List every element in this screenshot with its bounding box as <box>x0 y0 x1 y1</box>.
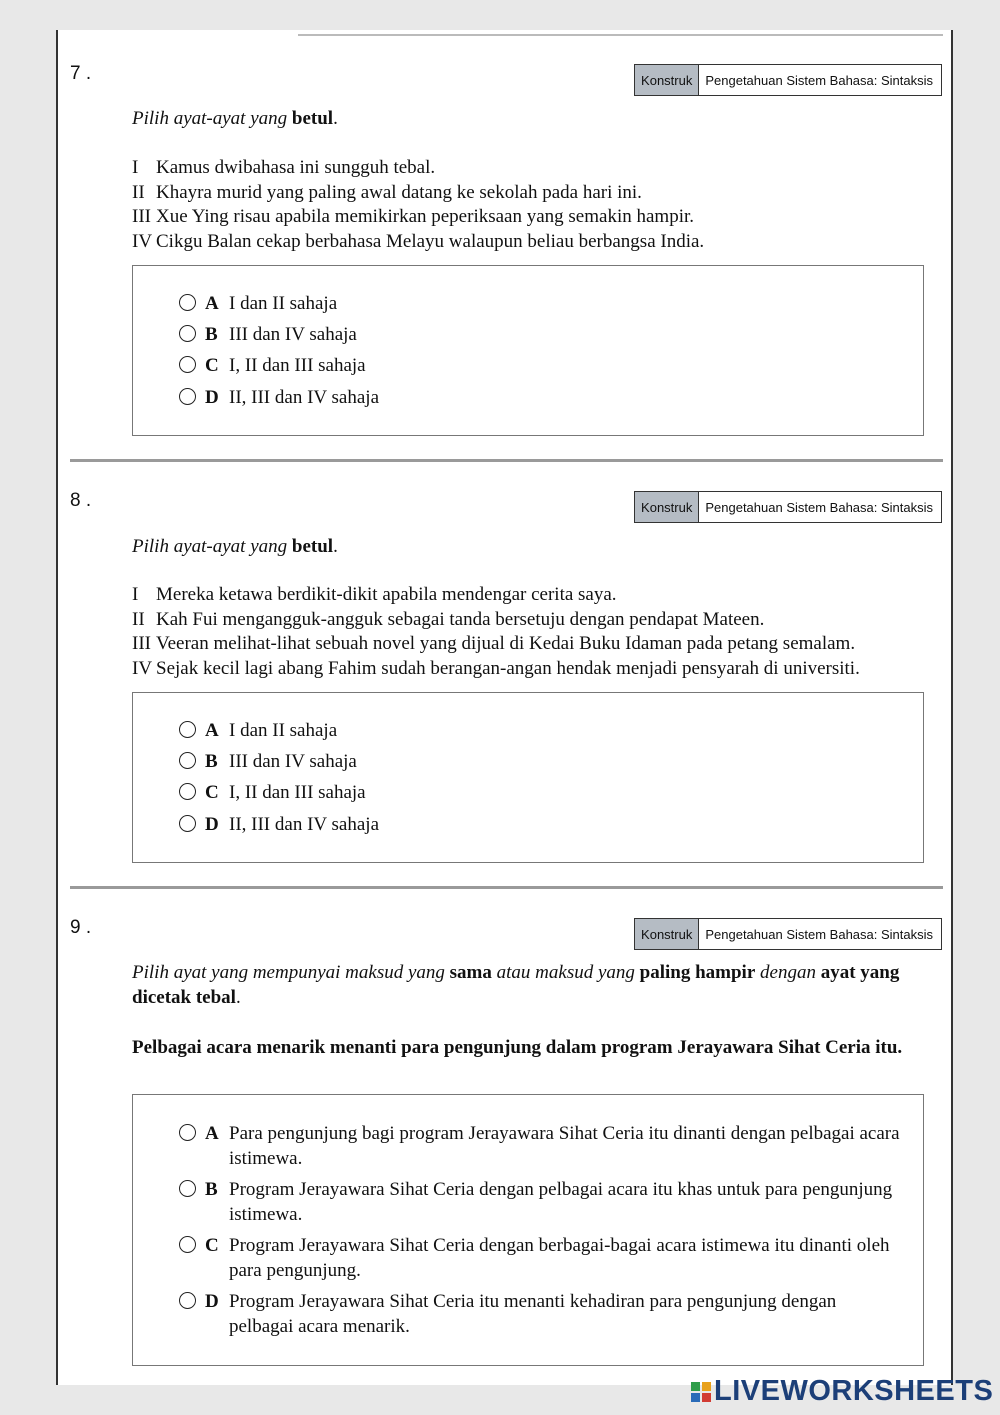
radio-button[interactable] <box>179 752 196 769</box>
option-b[interactable]: B III dan IV sahaja <box>179 322 903 347</box>
question-divider <box>70 886 943 889</box>
option-c[interactable]: C I, II dan III sahaja <box>179 353 903 378</box>
radio-button[interactable] <box>179 325 196 342</box>
option-a[interactable]: A Para pengunjung bagi program Jerayawara Sihat Ceria itu dinanti dengan pelbagai acara istimewa. <box>179 1121 903 1171</box>
option-c[interactable]: C Program Jerayawara Sihat Ceria dengan berbagai-bagai acara istimewa itu dinanti oleh para pengunjung. <box>179 1233 903 1283</box>
liveworksheets-grid-icon <box>690 1381 712 1403</box>
option-b[interactable]: B III dan IV sahaja <box>179 749 903 774</box>
question-9-number: 9 . <box>70 917 92 938</box>
construct-label: Konstruk <box>635 65 699 95</box>
statement: I Kamus dwibahasa ini sungguh tebal. <box>132 157 436 178</box>
option-b[interactable]: B Program Jerayawara Sihat Ceria dengan pelbagai acara itu khas untuk para pengunjung istimewa. <box>179 1177 903 1227</box>
statement: IV Sejak kecil lagi abang Fahim sudah berangan-angan hendak menjadi pensyarah di universiti. <box>132 657 860 679</box>
radio-button[interactable] <box>179 1180 196 1197</box>
option-d[interactable]: D II, III dan IV sahaja <box>179 385 903 410</box>
statement: I Mereka ketawa berdikit-dikit apabila mendengar cerita saya. <box>132 584 617 605</box>
radio-button[interactable] <box>179 388 196 405</box>
option-d[interactable]: D Program Jerayawara Sihat Ceria itu menanti kehadiran para pengunjung dengan pelbagai acara menarik. <box>179 1289 903 1339</box>
radio-button[interactable] <box>179 1236 196 1253</box>
radio-button[interactable] <box>179 721 196 738</box>
option-a[interactable]: A I dan II sahaja <box>179 291 903 316</box>
construct-label: Konstruk <box>635 919 699 949</box>
statement: IV Cikgu Balan cekap berbahasa Melayu walaupun beliau berbangsa India. <box>132 230 705 252</box>
question-9-construct-tag <box>634 918 942 950</box>
logo-text: LIVEWORKSHEETS <box>714 1375 994 1407</box>
question-8-statements <box>132 583 931 681</box>
construct-label: Konstruk <box>635 492 699 522</box>
question-8-instruction: Pilih ayat-ayat yang betul. <box>132 536 338 557</box>
question-divider <box>70 459 943 462</box>
construct-value: Pengetahuan Sistem Bahasa: Sintaksis <box>699 492 941 522</box>
question-9-options <box>132 1094 924 1366</box>
radio-button[interactable] <box>179 356 196 373</box>
radio-button[interactable] <box>179 1124 196 1141</box>
option-a[interactable]: A I dan II sahaja <box>179 718 903 743</box>
radio-button[interactable] <box>179 1292 196 1309</box>
top-divider <box>298 34 943 36</box>
radio-button[interactable] <box>179 294 196 311</box>
question-9-bold-sentence: Pelbagai acara menarik menanti para pengunjung dalam program Jerayawara Sihat Ceria itu. <box>132 1037 903 1058</box>
statement: III Xue Ying risau apabila memikirkan peperiksaan yang semakin hampir. <box>132 206 695 227</box>
question-7-options <box>132 265 924 436</box>
construct-value: Pengetahuan Sistem Bahasa: Sintaksis <box>699 65 941 95</box>
statement: II Kah Fui mengangguk-angguk sebagai tanda bersetuju dengan pendapat Mateen. <box>132 608 765 630</box>
question-8-construct-tag <box>634 491 942 523</box>
question-7-statements <box>132 156 931 254</box>
liveworksheets-logo <box>690 1375 993 1408</box>
option-d[interactable]: D II, III dan IV sahaja <box>179 812 903 837</box>
worksheet-page <box>56 30 953 1385</box>
radio-button[interactable] <box>179 783 196 800</box>
question-7-instruction: Pilih ayat-ayat yang betul. <box>132 108 338 129</box>
radio-button[interactable] <box>179 815 196 832</box>
question-8-number: 8 . <box>70 490 92 511</box>
question-7-number: 7 . <box>70 63 92 84</box>
statement: III Veeran melihat-lihat sebuah novel yang dijual di Kedai Buku Idaman pada petang semalam. <box>132 633 856 654</box>
construct-value: Pengetahuan Sistem Bahasa: Sintaksis <box>699 919 941 949</box>
question-7-construct-tag <box>634 64 942 96</box>
option-c[interactable]: C I, II dan III sahaja <box>179 780 903 805</box>
question-9-instruction: Pilih ayat yang mempunyai maksud yang sama atau maksud yang paling hampir dengan ayat yang dicetak tebal. <box>132 962 900 1008</box>
question-8-options <box>132 692 924 863</box>
statement: II Khayra murid yang paling awal datang ke sekolah pada hari ini. <box>132 181 642 203</box>
